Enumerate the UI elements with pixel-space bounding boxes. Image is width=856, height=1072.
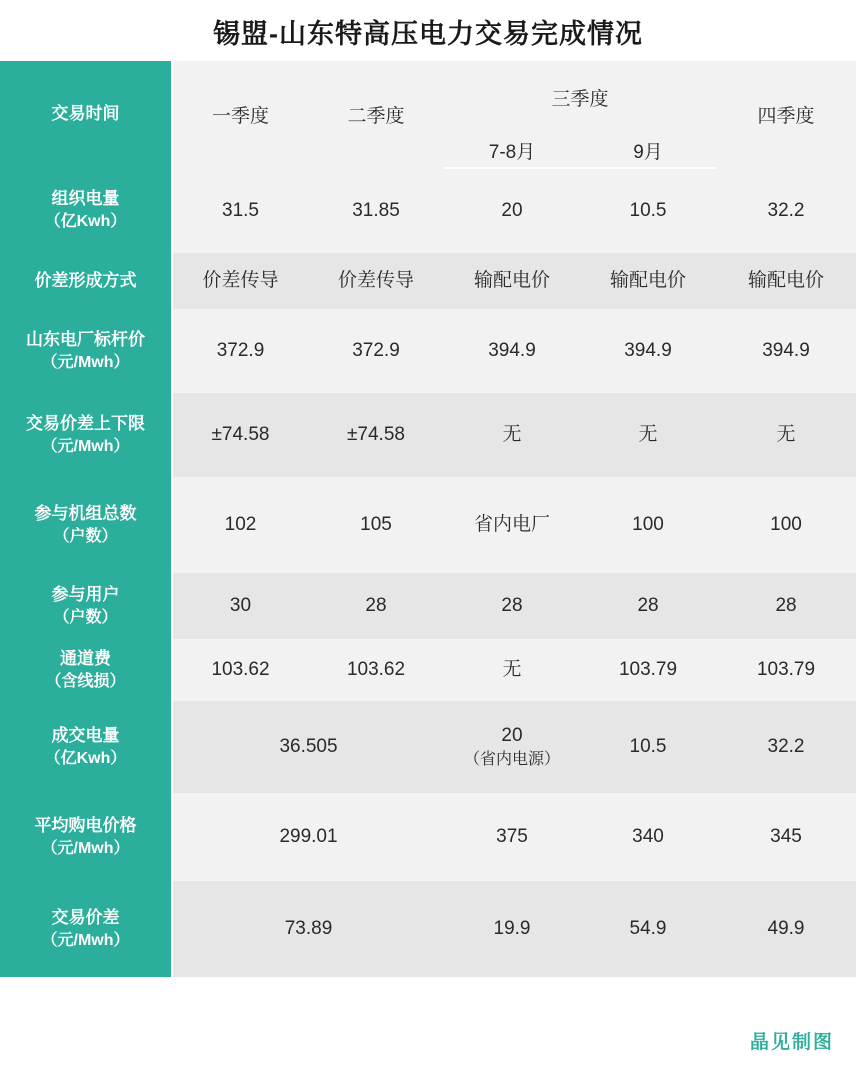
cell-fee-sep: 103.79	[580, 639, 716, 701]
cell-fee-q2: 103.62	[308, 639, 444, 701]
header-group-q3: 三季度	[444, 61, 716, 133]
row-label-channel-fee	[0, 639, 172, 701]
header-col-q1: 一季度	[172, 61, 308, 168]
header-col-jul-aug: 7-8月	[444, 133, 580, 168]
cell-org-q4: 32.2	[716, 168, 856, 253]
cell-fee-q1: 103.62	[172, 639, 308, 701]
row-label-participating-units	[0, 477, 172, 573]
row-label-unit: （元/Mwh）	[41, 839, 130, 857]
cell-diff-jul-aug: 19.9	[444, 881, 580, 977]
row-label-unit: （亿Kwh）	[44, 749, 127, 767]
cell-limit-q1: ±74.58	[172, 393, 308, 477]
row-label-organized-power	[0, 168, 172, 253]
cell-bench-q1: 372.9	[172, 309, 308, 393]
cell-vol-q1-q2-merged: 36.505	[172, 701, 444, 793]
table-row	[0, 701, 856, 793]
cell-users-jul-aug: 28	[444, 573, 580, 639]
data-table-container	[0, 61, 856, 977]
header-col-q4: 四季度	[716, 61, 856, 168]
cell-diff-q4: 49.9	[716, 881, 856, 977]
table-row	[0, 639, 856, 701]
row-label-unit: （元/Mwh）	[41, 931, 130, 949]
cell-fee-jul-aug: 无	[444, 639, 580, 701]
cell-diff-q1-q2-merged: 73.89	[172, 881, 444, 977]
cell-mode-sep: 输配电价	[580, 253, 716, 309]
row-label-text: 交易价差上下限	[26, 413, 145, 433]
row-label-text: 平均购电价格	[34, 815, 137, 835]
row-label-unit: （元/Mwh）	[41, 353, 130, 371]
row-label-unit: （户数）	[53, 608, 118, 626]
cell-units-q2: 105	[308, 477, 444, 573]
cell-mode-jul-aug: 输配电价	[444, 253, 580, 309]
cell-users-q1: 30	[172, 573, 308, 639]
row-label-unit: （亿Kwh）	[44, 213, 127, 231]
cell-mode-q4: 输配电价	[716, 253, 856, 309]
table-row	[0, 168, 856, 253]
table-header-row	[0, 61, 856, 133]
cell-units-sep: 100	[580, 477, 716, 573]
header-col-sep: 9月	[580, 133, 716, 168]
table-row	[0, 477, 856, 573]
header-row-label: 交易时间	[0, 61, 172, 168]
cell-org-q2: 31.85	[308, 168, 444, 253]
cell-vol-jul-aug-value: 20	[501, 725, 523, 747]
cell-vol-sep: 10.5	[580, 701, 716, 793]
row-label-traded-volume	[0, 701, 172, 793]
row-label-text: 通道费	[60, 648, 111, 668]
cell-org-sep: 10.5	[580, 168, 716, 253]
cell-org-jul-aug: 20	[444, 168, 580, 253]
cell-users-sep: 28	[580, 573, 716, 639]
cell-mode-q1: 价差传导	[172, 253, 308, 309]
cell-limit-jul-aug: 无	[444, 393, 580, 477]
row-label-benchmark-price	[0, 309, 172, 393]
row-label-text: 参与机组总数	[34, 503, 137, 523]
row-label-unit: （户数）	[53, 527, 118, 545]
cell-diff-sep: 54.9	[580, 881, 716, 977]
cell-vol-jul-aug	[444, 701, 580, 793]
cell-vol-jul-aug-note: （省内电源）	[463, 751, 560, 769]
credit-text: 晶见制图	[749, 1032, 834, 1053]
cell-limit-q4: 无	[716, 393, 856, 477]
cell-vol-q4: 32.2	[716, 701, 856, 793]
row-label-trade-price-diff	[0, 881, 172, 977]
table-row	[0, 573, 856, 639]
table-row	[0, 793, 856, 881]
row-label-text: 山东电厂标杆价	[26, 329, 145, 349]
cell-units-q4: 100	[716, 477, 856, 573]
cell-limit-sep: 无	[580, 393, 716, 477]
row-label-text: 价差形成方式	[34, 270, 137, 290]
row-label-text: 成交电量	[51, 725, 120, 745]
row-label-text: 参与用户	[51, 584, 120, 604]
table-row	[0, 309, 856, 393]
row-label-unit: （元/Mwh）	[41, 437, 130, 455]
table-row	[0, 393, 856, 477]
cell-units-jul-aug: 省内电厂	[444, 477, 580, 573]
cell-bench-q4: 394.9	[716, 309, 856, 393]
row-label-unit: （含线损）	[45, 672, 126, 690]
cell-bench-q2: 372.9	[308, 309, 444, 393]
row-label-text: 交易价差	[51, 907, 120, 927]
cell-price-q1-q2-merged: 299.01	[172, 793, 444, 881]
cell-org-q1: 31.5	[172, 168, 308, 253]
row-label-participating-users	[0, 573, 172, 639]
table-row	[0, 253, 856, 309]
row-label-average-purchase-price	[0, 793, 172, 881]
cell-bench-sep: 394.9	[580, 309, 716, 393]
cell-limit-q2: ±74.58	[308, 393, 444, 477]
table-row	[0, 881, 856, 977]
cell-mode-q2: 价差传导	[308, 253, 444, 309]
cell-price-jul-aug: 375	[444, 793, 580, 881]
cell-fee-q4: 103.79	[716, 639, 856, 701]
page-title: 锡盟-山东特高压电力交易完成情况	[213, 19, 643, 49]
header-col-q2: 二季度	[308, 61, 444, 168]
cell-users-q4: 28	[716, 573, 856, 639]
cell-price-q4: 345	[716, 793, 856, 881]
row-label-price-diff-mode	[0, 253, 172, 309]
cell-users-q2: 28	[308, 573, 444, 639]
cell-bench-jul-aug: 394.9	[444, 309, 580, 393]
row-label-text: 组织电量	[51, 189, 120, 209]
cell-units-q1: 102	[172, 477, 308, 573]
row-label-price-diff-limit	[0, 393, 172, 477]
cell-price-sep: 340	[580, 793, 716, 881]
data-table	[0, 61, 856, 977]
